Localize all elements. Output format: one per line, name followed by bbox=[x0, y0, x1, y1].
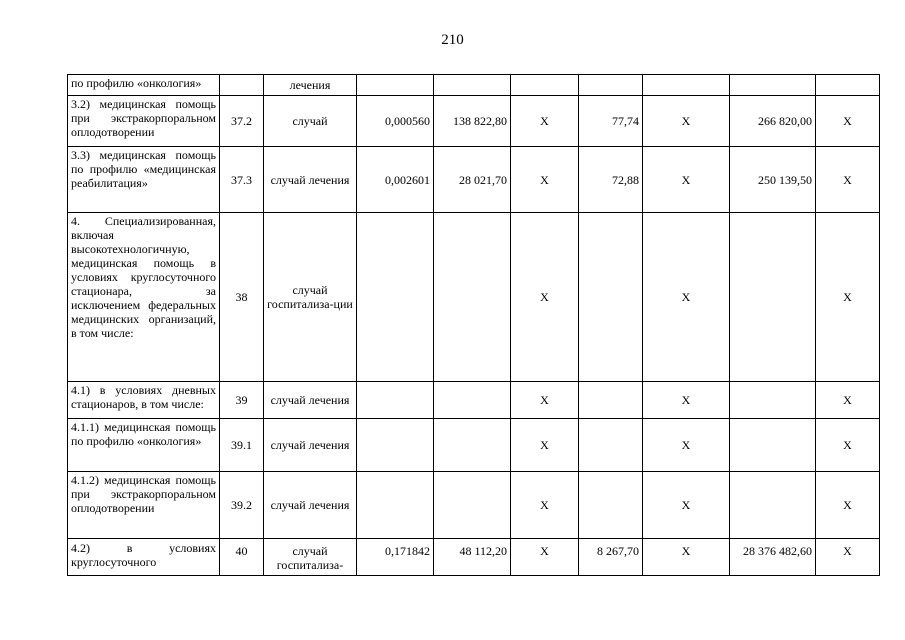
row-name: 4.1) в условиях дневных стационаров, в том числе: bbox=[68, 382, 220, 419]
row-col6: X bbox=[511, 539, 579, 576]
row-col9 bbox=[730, 419, 816, 472]
row-col10: X bbox=[816, 213, 880, 382]
row-col6: X bbox=[511, 213, 579, 382]
table-row bbox=[68, 96, 880, 147]
row-col6 bbox=[511, 75, 579, 96]
row-col8: X bbox=[643, 419, 730, 472]
funding-table bbox=[67, 74, 880, 576]
row-col7 bbox=[579, 75, 643, 96]
row-cost: 48 112,20 bbox=[434, 539, 511, 576]
row-col7 bbox=[579, 382, 643, 419]
row-col8: X bbox=[643, 382, 730, 419]
row-unit: случай лечения bbox=[264, 419, 357, 472]
row-col9 bbox=[730, 75, 816, 96]
row-norm bbox=[357, 382, 434, 419]
row-norm bbox=[357, 472, 434, 539]
row-code bbox=[220, 75, 264, 96]
page-number: 210 bbox=[441, 32, 464, 48]
row-norm: 0,171842 bbox=[357, 539, 434, 576]
row-col10: X bbox=[816, 539, 880, 576]
row-name: 4.1.2) медицинская помощь при экстракорпоральном оплодотворении bbox=[68, 472, 220, 539]
row-col10 bbox=[816, 75, 880, 96]
row-code: 40 bbox=[220, 539, 264, 576]
row-col6: X bbox=[511, 382, 579, 419]
row-col7: 8 267,70 bbox=[579, 539, 643, 576]
row-name: 3.2) медицинская помощь при экстракорпоральном оплодотворении bbox=[68, 96, 220, 147]
row-col8 bbox=[643, 75, 730, 96]
row-cost bbox=[434, 382, 511, 419]
row-col8: X bbox=[643, 213, 730, 382]
row-col8: X bbox=[643, 539, 730, 576]
row-norm bbox=[357, 419, 434, 472]
row-norm bbox=[357, 213, 434, 382]
row-col7 bbox=[579, 213, 643, 382]
row-col9: 250 139,50 bbox=[730, 147, 816, 213]
row-code: 39.2 bbox=[220, 472, 264, 539]
row-unit: случай лечения bbox=[264, 472, 357, 539]
row-code: 37.3 bbox=[220, 147, 264, 213]
row-col6: X bbox=[511, 147, 579, 213]
row-col7 bbox=[579, 472, 643, 539]
table-row bbox=[68, 419, 880, 472]
row-col7: 77,74 bbox=[579, 96, 643, 147]
row-col9: 28 376 482,60 bbox=[730, 539, 816, 576]
row-norm: 0,000560 bbox=[357, 96, 434, 147]
row-code: 39 bbox=[220, 382, 264, 419]
table-row bbox=[68, 75, 880, 96]
row-col7 bbox=[579, 419, 643, 472]
row-unit: лечения bbox=[264, 75, 357, 96]
row-code: 39.1 bbox=[220, 419, 264, 472]
row-cost bbox=[434, 75, 511, 96]
row-col10: X bbox=[816, 147, 880, 213]
row-code: 37.2 bbox=[220, 96, 264, 147]
row-unit: случай bbox=[264, 96, 357, 147]
row-col7: 72,88 bbox=[579, 147, 643, 213]
row-unit: случай лечения bbox=[264, 147, 357, 213]
row-unit: случай госпитализа- bbox=[264, 539, 357, 576]
row-cost bbox=[434, 472, 511, 539]
row-col10: X bbox=[816, 419, 880, 472]
row-col9 bbox=[730, 213, 816, 382]
row-col9: 266 820,00 bbox=[730, 96, 816, 147]
row-name: по профилю «онкология» bbox=[68, 75, 220, 96]
row-col9 bbox=[730, 382, 816, 419]
row-unit: случай госпитализа-ции bbox=[264, 213, 357, 382]
row-name: 4. Специализированная, включая высокотехнологичную, медицинская помощь в условиях круглосуточного стационара, за исключением федеральных медицинских организаций, в том числе: bbox=[68, 213, 220, 382]
row-cost: 138 822,80 bbox=[434, 96, 511, 147]
row-cost: 28 021,70 bbox=[434, 147, 511, 213]
table-row bbox=[68, 539, 880, 576]
row-col8: X bbox=[643, 147, 730, 213]
row-col8: X bbox=[643, 96, 730, 147]
row-name: 3.3) медицинская помощь по профилю «медицинская реабилитация» bbox=[68, 147, 220, 213]
table-row bbox=[68, 382, 880, 419]
table-row bbox=[68, 213, 880, 382]
row-col6: X bbox=[511, 96, 579, 147]
row-unit: случай лечения bbox=[264, 382, 357, 419]
row-col10: X bbox=[816, 472, 880, 539]
row-cost bbox=[434, 419, 511, 472]
row-col6: X bbox=[511, 472, 579, 539]
table-row bbox=[68, 472, 880, 539]
row-col10: X bbox=[816, 382, 880, 419]
row-col6: X bbox=[511, 419, 579, 472]
row-col9 bbox=[730, 472, 816, 539]
row-col8: X bbox=[643, 472, 730, 539]
row-norm bbox=[357, 75, 434, 96]
row-cost bbox=[434, 213, 511, 382]
table-row bbox=[68, 147, 880, 213]
row-col10: X bbox=[816, 96, 880, 147]
row-name: 4.2) в условиях круглосуточного bbox=[68, 539, 220, 576]
row-norm: 0,002601 bbox=[357, 147, 434, 213]
row-code: 38 bbox=[220, 213, 264, 382]
row-name: 4.1.1) медицинская помощь по профилю «онкология» bbox=[68, 419, 220, 472]
